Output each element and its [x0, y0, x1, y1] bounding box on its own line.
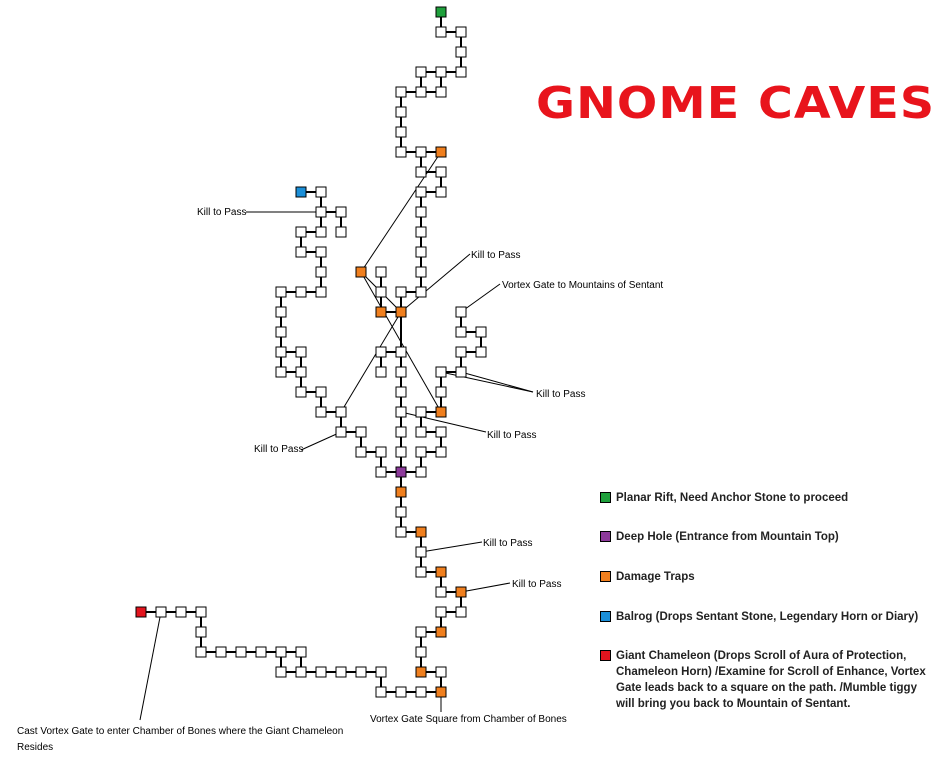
cave-room — [296, 367, 306, 377]
cave-room — [396, 347, 406, 357]
cave-room — [456, 307, 466, 317]
damage-trap-room — [436, 687, 446, 697]
legend-label: Planar Rift, Need Anchor Stone to proceed — [616, 492, 849, 504]
cave-room — [476, 327, 486, 337]
cave-room — [276, 347, 286, 357]
cave-room — [156, 607, 166, 617]
cave-room — [396, 287, 406, 297]
cave-room — [316, 287, 326, 297]
cave-room — [396, 367, 406, 377]
legend-label: Balrog (Drops Sentant Stone, Legendary Horn or Diary) — [616, 611, 919, 623]
deep-hole-swatch — [600, 531, 611, 542]
damage-trap-room — [436, 567, 446, 577]
cave-room — [436, 447, 446, 457]
cave-room — [176, 607, 186, 617]
leader-line — [301, 432, 341, 450]
cave-room — [416, 687, 426, 697]
cave-room — [396, 447, 406, 457]
cave-room — [336, 407, 346, 417]
cave-room — [416, 67, 426, 77]
cave-room — [436, 587, 446, 597]
cave-room — [456, 367, 466, 377]
cave-room — [296, 647, 306, 657]
cave-room — [296, 247, 306, 257]
leader-line — [461, 284, 500, 312]
cave-room — [316, 267, 326, 277]
cave-room — [396, 87, 406, 97]
cave-room — [196, 607, 206, 617]
legend-label: Damage Traps — [616, 571, 695, 583]
cave-room — [336, 667, 346, 677]
cave-room — [416, 567, 426, 577]
cave-room — [376, 367, 386, 377]
damage-trap-room — [396, 307, 406, 317]
cave-room — [316, 227, 326, 237]
legend-label: Giant Chameleon (Drops Scroll of Aura of Protection, Chameleon Horn) /Examine for Scroll of Enhance, Vortex Gate leads back to a square on the path. /Mumble tiggy will bring you back to Mountain of Sentant. — [616, 650, 926, 710]
cave-room — [416, 467, 426, 477]
cave-room — [416, 207, 426, 217]
cave-room — [276, 307, 286, 317]
map-rooms — [136, 7, 486, 697]
cave-room — [316, 207, 326, 217]
cave-room — [376, 447, 386, 457]
label-vortex-gate-bones: Vortex Gate Square from Chamber of Bones — [370, 714, 567, 725]
cave-room — [376, 687, 386, 697]
leader-line — [441, 372, 533, 392]
cave-room — [336, 207, 346, 217]
cave-room — [276, 667, 286, 677]
cave-room — [376, 347, 386, 357]
giant-chameleon-room — [136, 607, 146, 617]
damage-trap-room — [376, 307, 386, 317]
damage-trap-room — [436, 407, 446, 417]
leader-line — [461, 372, 533, 392]
cave-room — [316, 387, 326, 397]
cave-room — [216, 647, 226, 657]
cave-room — [436, 607, 446, 617]
cave-room — [356, 427, 366, 437]
cave-room — [436, 87, 446, 97]
giant-chameleon-swatch — [600, 650, 611, 661]
label-kill-to-pass: Kill to Pass — [512, 579, 562, 590]
cave-room — [476, 347, 486, 357]
leader-line — [140, 612, 161, 720]
damage-trap-room — [456, 587, 466, 597]
damage-trap-room — [436, 627, 446, 637]
cave-room — [416, 187, 426, 197]
cave-room — [296, 227, 306, 237]
cave-room — [276, 287, 286, 297]
cave-room — [416, 87, 426, 97]
cave-room — [296, 347, 306, 357]
cave-room — [436, 387, 446, 397]
cave-room — [276, 367, 286, 377]
cave-room — [396, 147, 406, 157]
damage-trap-room — [396, 487, 406, 497]
cave-room — [416, 427, 426, 437]
cave-room — [336, 227, 346, 237]
leader-line — [401, 254, 470, 312]
label-kill-to-pass: Kill to Pass — [487, 430, 537, 441]
cave-room — [376, 287, 386, 297]
cave-room — [436, 427, 446, 437]
cave-room — [416, 547, 426, 557]
cave-room — [416, 627, 426, 637]
deep-hole-room — [396, 467, 406, 477]
leader-line — [461, 583, 510, 592]
leader-line — [361, 152, 441, 272]
label-kill-to-pass: Kill to Pass — [536, 389, 586, 400]
cave-room — [416, 247, 426, 257]
cave-room — [456, 67, 466, 77]
damage-trap-room — [416, 667, 426, 677]
label-kill-to-pass: Kill to Pass — [197, 207, 247, 218]
cave-room — [296, 667, 306, 677]
cave-room — [456, 27, 466, 37]
cave-room — [276, 647, 286, 657]
cave-room — [416, 287, 426, 297]
cave-room — [316, 247, 326, 257]
cave-room — [396, 387, 406, 397]
cave-room — [416, 647, 426, 657]
balrog-room — [296, 187, 306, 197]
cave-room — [436, 187, 446, 197]
label-cast-vortex-gate: Cast Vortex Gate to enter Chamber of Bones where the Giant Chameleon — [17, 726, 344, 737]
cave-room — [356, 447, 366, 457]
cave-room — [316, 667, 326, 677]
planar-rift-swatch — [600, 492, 611, 503]
cave-room — [256, 647, 266, 657]
damage-trap-swatch — [600, 571, 611, 582]
balrog-swatch — [600, 611, 611, 622]
cave-room — [396, 687, 406, 697]
cave-room — [296, 287, 306, 297]
cave-room — [416, 147, 426, 157]
leader-line — [421, 542, 482, 552]
cave-room — [416, 167, 426, 177]
label-vortex-gate-sentant: Vortex Gate to Mountains of Sentant — [502, 280, 664, 291]
cave-room — [236, 647, 246, 657]
cave-room — [416, 407, 426, 417]
damage-trap-room — [416, 527, 426, 537]
cave-room — [196, 647, 206, 657]
cave-room — [396, 107, 406, 117]
cave-room — [436, 167, 446, 177]
cave-room — [316, 407, 326, 417]
cave-room — [456, 327, 466, 337]
cave-room — [396, 127, 406, 137]
label-kill-to-pass: Kill to Pass — [483, 538, 533, 549]
cave-room — [436, 667, 446, 677]
cave-room — [416, 227, 426, 237]
legend-label: Deep Hole (Entrance from Mountain Top) — [616, 531, 839, 543]
cave-room — [396, 427, 406, 437]
cave-room — [456, 607, 466, 617]
cave-room — [356, 667, 366, 677]
cave-room — [316, 187, 326, 197]
cave-room — [396, 407, 406, 417]
cave-room — [196, 627, 206, 637]
cave-room — [376, 667, 386, 677]
cave-room — [336, 427, 346, 437]
cave-room — [376, 267, 386, 277]
cave-room — [396, 527, 406, 537]
map-title: GNOME CAVES — [536, 78, 935, 129]
cave-room — [436, 367, 446, 377]
map-paths — [141, 12, 481, 692]
damage-trap-room — [436, 147, 446, 157]
cave-room — [296, 387, 306, 397]
cave-room — [416, 447, 426, 457]
cave-room — [456, 47, 466, 57]
label-kill-to-pass: Kill to Pass — [471, 250, 521, 261]
cave-room — [376, 467, 386, 477]
planar-rift-room — [436, 7, 446, 17]
cave-room — [416, 267, 426, 277]
cave-room — [436, 67, 446, 77]
label-kill-to-pass: Kill to Pass — [254, 444, 304, 455]
cave-room — [396, 507, 406, 517]
cave-room — [276, 327, 286, 337]
cave-room — [436, 27, 446, 37]
damage-trap-room — [356, 267, 366, 277]
cave-room — [456, 347, 466, 357]
label-cast-vortex-gate-2: Resides — [17, 742, 54, 753]
